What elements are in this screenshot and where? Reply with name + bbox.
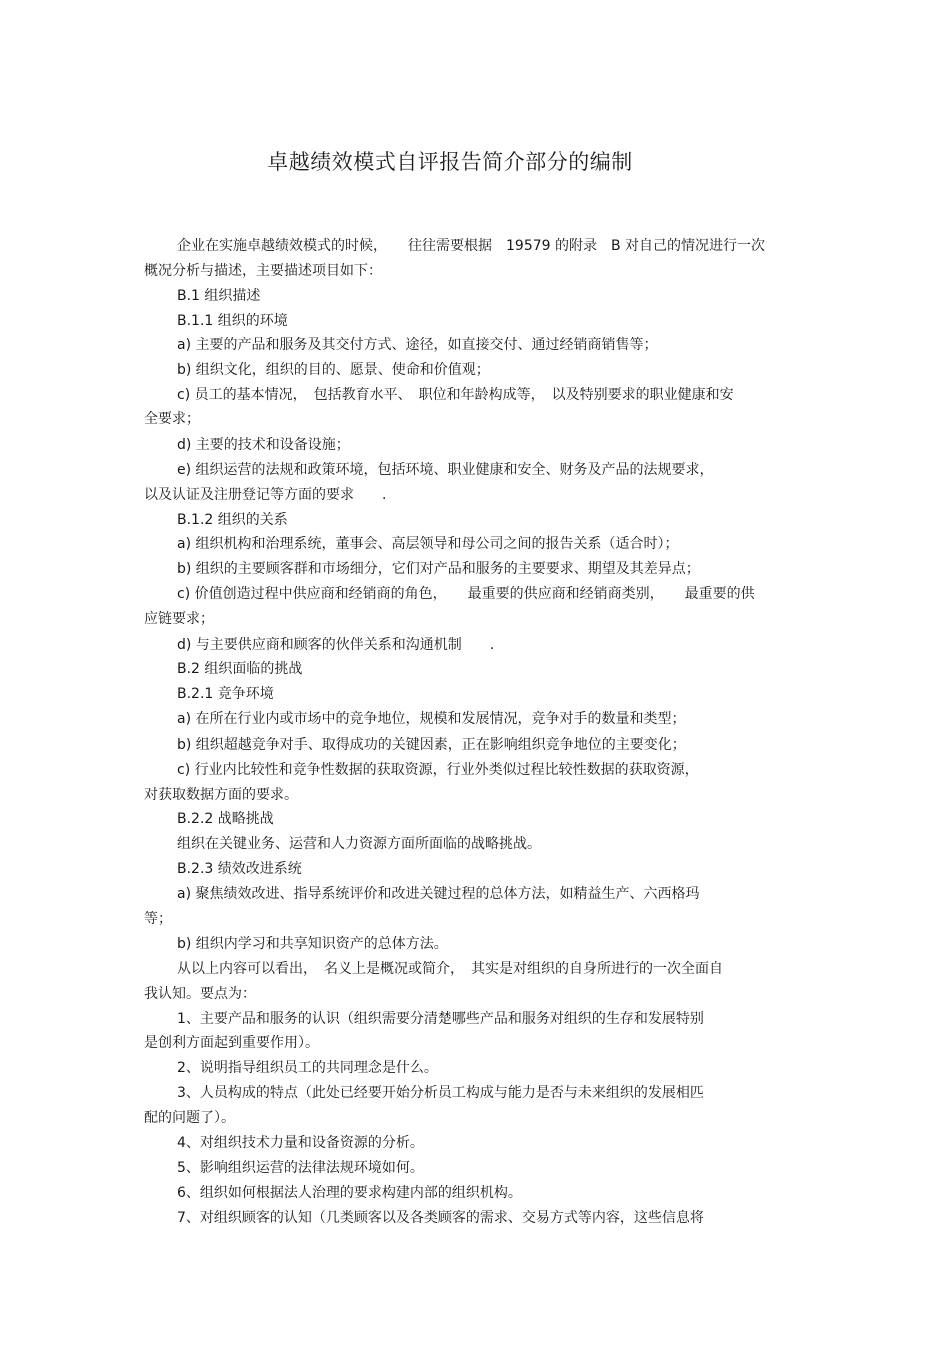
list-item: b) 组织超越竞争对手、取得成功的关键因素，正在影响组织竞争地位的主要变化； [177, 737, 686, 753]
list-item-continuation: 应链要求； [144, 611, 214, 627]
list-item: b) 组织的主要顾客群和市场细分，它们对产品和服务的主要要求、期望及其差异点； [177, 561, 700, 577]
list-item: c) 员工的基本情况， 包括教育水平、 职位和年龄构成等， 以及特别要求的职业健康和安 [177, 387, 734, 403]
section-heading: B.1.1 组织的环境 [177, 313, 288, 329]
section-heading: B.2.1 竞争环境 [177, 686, 274, 702]
list-item: c) 行业内比较性和竞争性数据的获取资源，行业外类似过程比较性数据的获取资源， [177, 762, 699, 778]
section-heading: B.1 组织描述 [177, 288, 261, 304]
list-item: 5、影响组织运营的法律法规环境如何。 [177, 1160, 424, 1176]
list-item: d) 主要的技术和设备设施； [177, 437, 350, 453]
list-item: c) 价值创造过程中供应商和经销商的角色， 最重要的供应商和经销商类别， 最重要的供 [177, 586, 755, 602]
section-heading: B.2.2 战略挑战 [177, 811, 274, 827]
section-heading: B.2 组织面临的挑战 [177, 661, 303, 677]
paragraph-line: 从以上内容可以看出， 名义上是概况或简介， 其实是对组织的自身所进行的一次全面自 [177, 961, 723, 977]
list-item: 1、主要产品和服务的认识（组织需要分清楚哪些产品和服务对组织的生存和发展特别 [177, 1011, 704, 1027]
list-item: 4、对组织技术力量和设备资源的分析。 [177, 1135, 424, 1151]
paragraph-line: 组织在关键业务、运营和人力资源方面所面临的战略挑战。 [177, 836, 541, 852]
list-item-continuation: 以及认证及注册登记等方面的要求 . [144, 487, 387, 503]
list-item: b) 组织内学习和共享知识资产的总体方法。 [177, 936, 448, 952]
list-item-continuation: 是创利方面起到重要作用）。 [144, 1035, 319, 1051]
list-item: a) 在所在行业内或市场中的竞争地位，规模和发展情况，竞争对手的数量和类型； [177, 711, 686, 727]
paragraph-line: 我认知。要点为： [144, 986, 256, 1002]
list-item: d) 与主要供应商和顾客的伙伴关系和沟通机制 . [177, 637, 495, 653]
list-item-continuation: 配的问题了）。 [144, 1110, 235, 1126]
list-item-continuation: 等； [144, 911, 172, 927]
list-item: 2、说明指导组织员工的共同理念是什么。 [177, 1060, 438, 1076]
document-title: 卓越绩效模式自评报告简介部分的编制 [267, 150, 633, 174]
list-item: e) 组织运营的法规和政策环境，包括环境、职业健康和安全、财务及产品的法规要求， [177, 462, 714, 478]
list-item: a) 组织机构和治理系统，董事会、高层领导和母公司之间的报告关系（适合时）； [177, 536, 679, 552]
section-heading: B.1.2 组织的关系 [177, 512, 288, 528]
list-item: 6、组织如何根据法人治理的要求构建内部的组织机构。 [177, 1185, 522, 1201]
list-item: 7、对组织顾客的认知（几类顾客以及各类顾客的需求、交易方式等内容，这些信息将 [177, 1210, 704, 1226]
list-item-continuation: 对获取数据方面的要求。 [144, 787, 298, 803]
list-item: b) 组织文化，组织的目的、愿景、使命和价值观； [177, 362, 490, 378]
list-item: a) 主要的产品和服务及其交付方式、途径，如直接交付、通过经销商销售等； [177, 337, 658, 353]
section-heading: B.2.3 绩效改进系统 [177, 861, 302, 877]
paragraph-line: 企业在实施卓越绩效模式的时候， 往往需要根据 19579 的附录 B 对自己的情况进行一次 [177, 238, 766, 254]
list-item: a) 聚焦绩效改进、指导系统评价和改进关键过程的总体方法，如精益生产、六西格玛 [177, 886, 700, 902]
list-item-continuation: 全要求； [144, 411, 200, 427]
list-item: 3、人员构成的特点（此处已经要开始分析员工构成与能力是否与未来组织的发展相匹 [177, 1085, 704, 1101]
paragraph-line: 概况分析与描述，主要描述项目如下： [144, 263, 382, 279]
